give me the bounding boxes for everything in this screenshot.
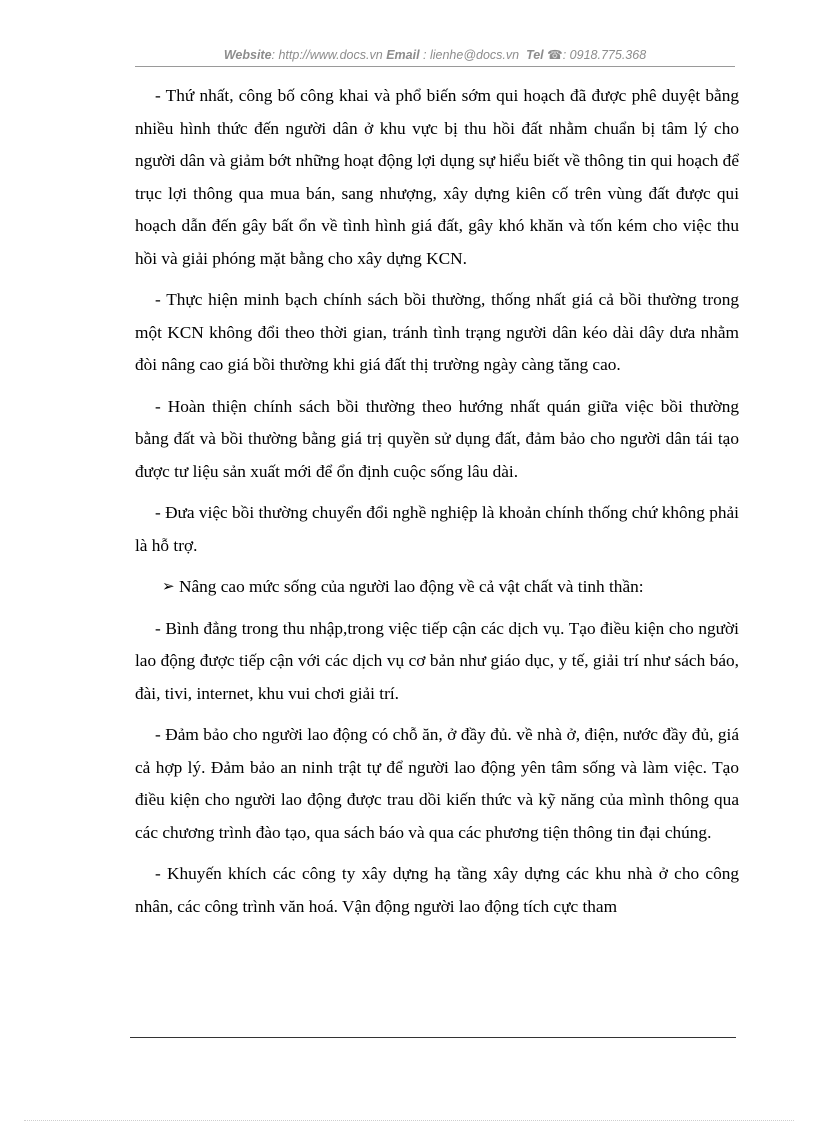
website-label: Website (223, 48, 272, 62)
paragraph-7: - Khuyến khích các công ty xây dựng hạ tầng xây dựng các khu nhà ở cho công nhân, các công trình văn hoá. Vận động người lao động tích cực tham (135, 864, 739, 916)
email-label: Email (386, 48, 420, 62)
tel-label: Tel (526, 48, 544, 62)
paragraph-6: - Đảm bảo cho người lao động có chỗ ăn, ở đầy đủ. về nhà ở, điện, nước đầy đủ, giá cả hợp lý. Đảm bảo an ninh trật tự để người lao động yên tâm sống và làm việc. Tạo điều kiện cho người lao động được trau dồi kiến thức và kỹ năng của mình thông qua các chương trình đào tạo, qua sách báo và qua các phương tiện thông tin đại chúng. (135, 725, 739, 842)
bullet-heading-text: Nâng cao mức sống của người lao động về cả vật chất và tinh thần: (179, 577, 644, 596)
arrow-bullet-icon: ➢ (162, 579, 175, 595)
page-header (135, 44, 735, 67)
paragraph-5: - Bình đẳng trong thu nhập,trong việc tiếp cận các dịch vụ. Tạo điều kiện cho người lao động được tiếp cận với các dịch vụ cơ bản như giáo dục, y tế, giải trí như sách báo, đài, tivi, internet, khu vui chơi giải trí. (135, 618, 739, 703)
paragraph-4: - Đưa việc bồi thường chuyển đổi nghề nghiệp là khoản chính thống chứ không phải là hỗ trợ. (135, 503, 739, 555)
bullet-heading (135, 571, 739, 604)
email-value: : lienhe@docs.vn (423, 48, 520, 62)
phone-icon: ☎ (547, 48, 563, 62)
paragraph-1: - Thứ nhất, công bố công khai và phổ biến sớm qui hoạch đã được phê duyệt bằng nhiều hình thức đến người dân ở khu vực bị thu hồi đất nhằm chuẩn bị tâm lý cho người dân và giảm bớt những hoạt động lợi dụng sự hiểu biết về thông tin qui hoạch để trục lợi thông qua mua bán, sang nhượng, xây dựng kiên cố trên vùng đất được qui hoạch dẫn đến gây bất ổn về tình hình giá đất, gây khó khăn và tốn kém cho việc thu hồi và giải phóng mặt bằng cho xây dựng KCN. (135, 86, 739, 268)
paragraph-2: - Thực hiện minh bạch chính sách bồi thường, thống nhất giá cả bồi thường trong một KCN không đổi theo thời gian, tránh tình trạng người dân kéo dài dây dưa nhằm đòi nâng cao giá bồi thường khi giá đất thị trường ngày càng tăng cao. (135, 290, 739, 374)
tel-value: : 0918.775.368 (562, 48, 647, 62)
paragraph-3: - Hoàn thiện chính sách bồi thường theo hướng nhất quán giữa việc bồi thường bằng đất và bồi thường bằng giá trị quyền sử dụng đất, đảm bảo cho người dân tái tạo được tư liệu sản xuất mới để ổn định cuộc sống lâu dài. (135, 396, 739, 481)
website-value: : http://www.docs.vn (271, 48, 383, 62)
document-body (135, 80, 739, 932)
footer-divider (130, 1037, 736, 1038)
page-edge (24, 1120, 794, 1121)
